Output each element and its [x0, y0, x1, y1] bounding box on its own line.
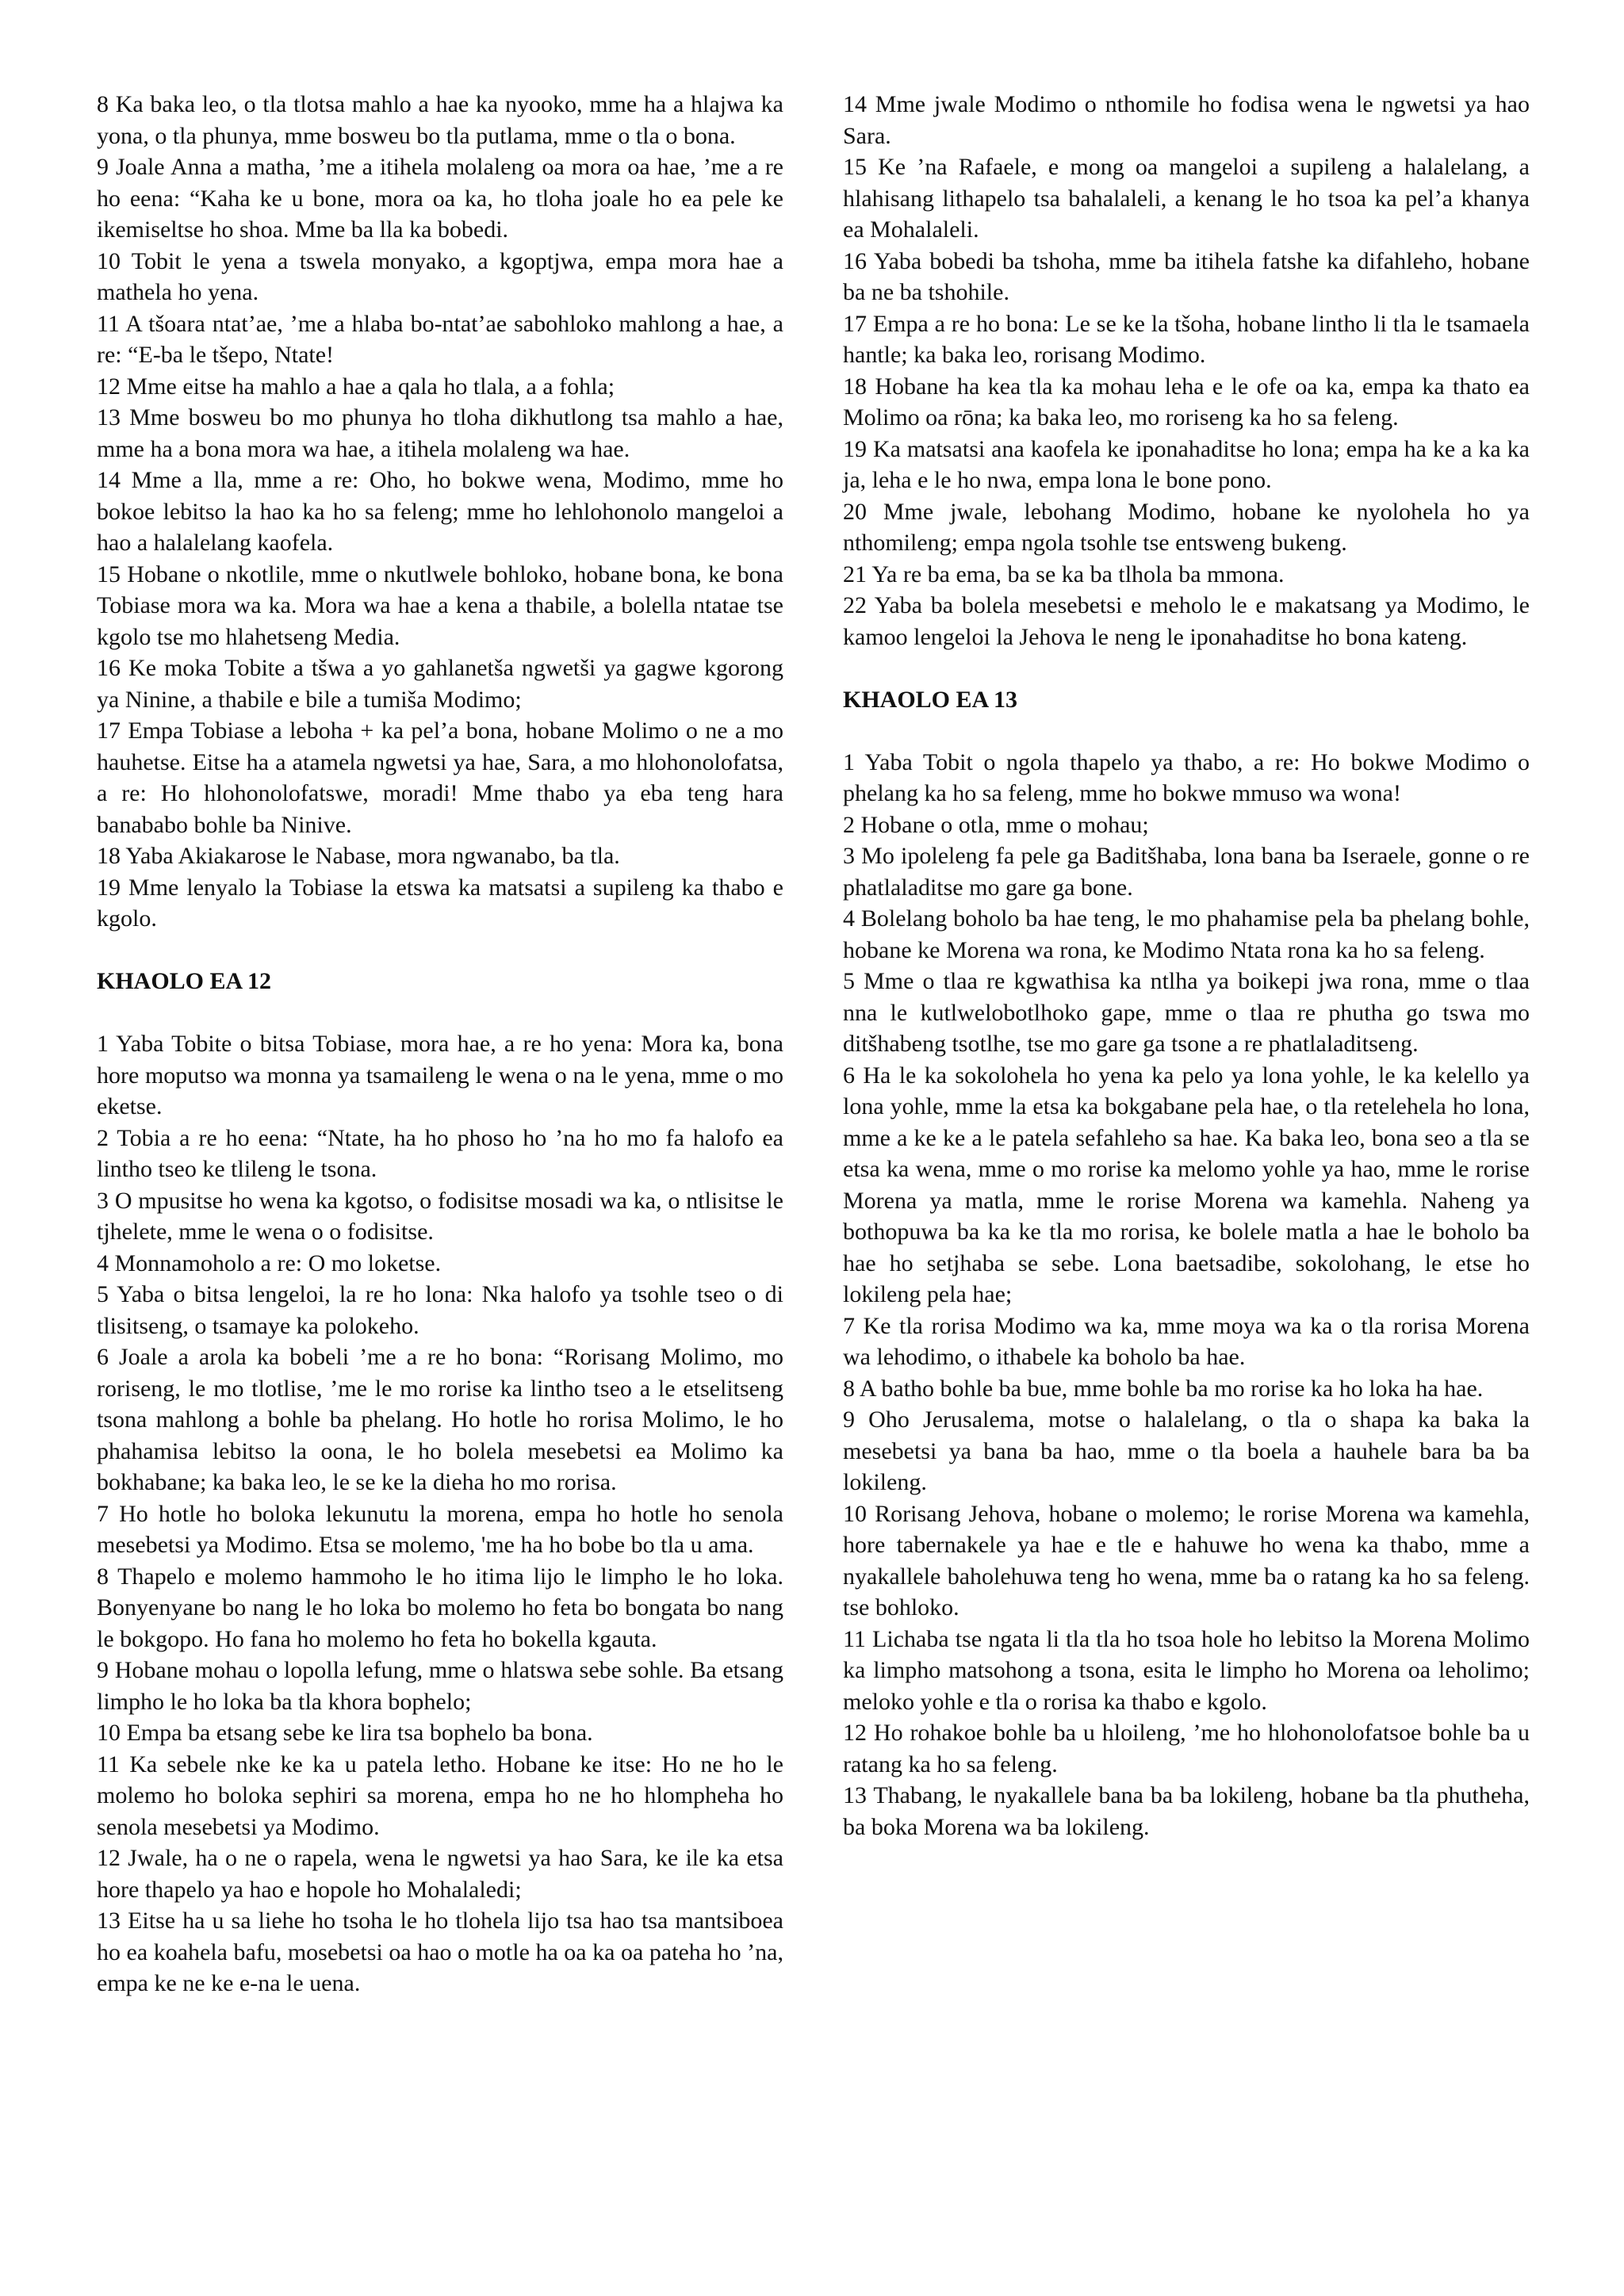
- verse-paragraph: 5 Yaba o bitsa lengeloi, la re ho lona: Nka halofo ya tsohle tseo o di tlisitseng, o tsamaye ka polokeho.: [97, 1281, 783, 1339]
- verse-paragraph: 10 Tobit le yena a tswela monyako, a kgoptjwa, empa mora hae a mathela ho yena.: [97, 247, 783, 305]
- verse-paragraph: 3 O mpusitse ho wena ka kgotso, o fodisitse mosadi wa ka, o ntlisitse le tjhelete, mme le wena o o fodisitse.: [97, 1187, 783, 1245]
- verse-paragraph: 12 Mme eitse ha mahlo a hae a qala ho tlala, a a fohla;: [97, 373, 615, 400]
- chapter-heading: KHAOLO EA 13: [843, 686, 1018, 713]
- verse-paragraph: 21 Ya re ba ema, ba se ka ba tlhola ba mmona.: [843, 561, 1285, 587]
- verse-paragraph: 5 Mme o tlaa re kgwathisa ka ntlha ya boikepi jwa rona, mme o tlaa nna le kutlwelobotlhoko gape, mme o tlaa re phutha go tswa mo ditšhabeng tsotlhe, tse mo gare ga tsone a re phatlaladitseng.: [843, 968, 1530, 1057]
- verse-paragraph: 2 Hobane o otla, mme o mohau;: [843, 811, 1149, 838]
- verse-paragraph: 9 Oho Jerusalema, motse o halalelang, o tla o shapa ka baka la mesebetsi ya bana ba hao, mme o tla boela a hauhele bara ba ba lokileng.: [843, 1406, 1530, 1495]
- verse-paragraph: 13 Thabang, le nyakallele bana ba ba lokileng, hobane ba tla phutheha, ba boka Morena wa ba lokileng.: [843, 1782, 1530, 1840]
- verse-paragraph: 13 Eitse ha u sa liehe ho tsoha le ho tlohela lijo tsa hao tsa mantsiboea ho ea koahela bafu, mosebetsi oa hao o motle ha oa ka oa pateha ho ’na, empa ke ne ke e-na le uena.: [97, 1908, 783, 1996]
- verse-paragraph: 11 Ka sebele nke ke ka u patela letho. Hobane ke itse: Ho ne ho le molemo ho boloka sephiri sa morena, empa ho ne ho hlompheha ho senola mesebetsi ya Modimo.: [97, 1751, 783, 1840]
- verse-paragraph: 16 Ke moka Tobite a tšwa a yo gahlanetša ngwetši ya gagwe kgorong ya Ninine, a thabile e bile a tumiša Modimo;: [97, 655, 783, 713]
- verse-paragraph: 7 Ke tla rorisa Modimo wa ka, mme moya wa ka o tla rorisa Morena wa lehodimo, o ithabele ka boholo ba hae.: [843, 1312, 1530, 1370]
- verse-paragraph: 9 Joale Anna a matha, ’me a itihela molaleng oa mora oa hae, ’me a re ho eena: “Kaha ke u bone, mora oa ka, ho tloha joale ho ea pele ke ikemiseltse ho shoa. Mme ba lla ka bobedi.: [97, 154, 783, 243]
- verse-paragraph: 22 Yaba ba bolela mesebetsi e meholo le e makatsang ya Modimo, le kamoo lengeloi la Jehova le neng le iponahaditse ho bona kateng.: [843, 592, 1530, 650]
- verse-paragraph: 14 Mme a lla, mme a re: Oho, ho bokwe wena, Modimo, mme ho bokoe lebitso la hao ka ho sa feleng; mme ho lehlohonolo mangeloi a hao a halalelang kaofela.: [97, 467, 783, 556]
- verse-paragraph: 17 Empa a re ho bona: Le se ke la tšoha, hobane lintho li tla le tsamaela hantle; ka baka leo, rorisang Modimo.: [843, 310, 1530, 368]
- verse-paragraph: 8 Ka baka leo, o tla tlotsa mahlo a hae ka nyooko, mme ha a hlajwa ka yona, o tla phunya, mme bosweu bo tla putlama, mme o tla o bona.: [97, 91, 783, 149]
- verse-paragraph: 8 Thapelo e molemo hammoho le ho itima lijo le limpho le ho loka. Bonyenyane bo nang le ho loka bo molemo ho feta bo bongata bo nang le bokgopo. Ho fana ho molemo ho feta ho bokella kgauta.: [97, 1563, 783, 1652]
- right-column: [843, 89, 1530, 1843]
- verse-paragraph: 16 Yaba bobedi ba tshoha, mme ba itihela fatshe ka difahleho, hobane ba ne ba tshohile.: [843, 247, 1530, 305]
- verse-paragraph: 6 Ha le ka sokolohela ho yena ka pelo ya lona yohle, le ka kelello ya lona yohle, mme la etsa ka bokgabane pela hae, o tla retelehela ho lona, mme a ke ke a le patela sefahleho sa hae. Ka baka leo, bona seo a tla se etsa ka wena, mme o mo rorise ka melomo yohle ya hao, mme le rorise Morena ya matla, mme le rorise Morena wa kamehla. Naheng ya bothopuwa ba ka ke tla mo rorisa, ke bolele matla a hae le boholo ba hae ho setjhaba se sebe. Lona baetsadibe, sokolohang, le etse ho lokileng pela hae;: [843, 1062, 1530, 1307]
- verse-paragraph: 10 Rorisang Jehova, hobane o molemo; le rorise Morena wa kamehla, hore tabernakele ya hae e tle e hahuwe ho wena ka thabo, mme a nyakallele baholehuwa teng ho wena, mme ba o ratang ka ho sa feleng. tse bohloko.: [843, 1500, 1530, 1621]
- verse-paragraph: 19 Ka matsatsi ana kaofela ke iponahaditse ho lona; empa ha ke a ka ka ja, leha e le ho nwa, empa lona le bone pono.: [843, 435, 1530, 493]
- verse-paragraph: 1 Yaba Tobit o ngola thapelo ya thabo, a re: Ho bokwe Modimo o phelang ka ho sa feleng, mme ho bokwe mmuso wa wona!: [843, 748, 1530, 806]
- verse-paragraph: 19 Mme lenyalo la Tobiase la etswa ka matsatsi a supileng ka thabo e kgolo.: [97, 874, 783, 932]
- verse-paragraph: 9 Hobane mohau o lopolla lefung, mme o hlatswa sebe sohle. Ba etsang limpho le ho loka ba tla khora bophelo;: [97, 1657, 783, 1715]
- verse-paragraph: 7 Ho hotle ho boloka lekunutu la morena, empa ho hotle ho senola mesebetsi ya Modimo. Etsa se molemo, 'me ha ho bobe bo tla u ama.: [97, 1500, 783, 1558]
- verse-paragraph: 18 Hobane ha kea tla ka mohau leha e le ofe oa ka, empa ka thato ea Molimo oa rōna; ka baka leo, mo roriseng ka ho sa feleng.: [843, 373, 1530, 430]
- verse-paragraph: 4 Monnamoholo a re: O mo loketse.: [97, 1249, 442, 1276]
- verse-paragraph: 18 Yaba Akiakarose le Nabase, mora ngwanabo, ba tla.: [97, 843, 620, 869]
- verse-paragraph: 17 Empa Tobiase a leboha + ka pel’a bona, hobane Molimo o ne a mo hauhetse. Eitse ha a atamela ngwetsi ya hae, Sara, a mo hlohonolofatsa, a re: Ho hlohonolofatswe, moradi! Mme thabo ya eba teng hara banababo bohle ba Ninive.: [97, 718, 783, 838]
- verse-paragraph: 6 Joale a arola ka bobeli ’me a re ho bona: “Rorisang Molimo, mo roriseng, le mo tlotlise, ’me le mo rorise ka lintho tseo a le etselitseng tsona mahlong a bohle ba phelang. Ho hotle ho rorisa Molimo, le ho phahamisa lebitso la oona, le ho bolela mesebetsi ea Molimo ka bokhabane; ka baka leo, le se ke la dieha ho mo rorisa.: [97, 1344, 783, 1495]
- verse-paragraph: 4 Bolelang boholo ba hae teng, le mo phahamise pela ba phelang bohle, hobane ke Morena wa rona, ke Modimo Ntata rona ka ho sa feleng.: [843, 905, 1530, 963]
- left-column: [97, 89, 783, 1999]
- verse-paragraph: 12 Ho rohakoe bohle ba u hloileng, ’me ho hlohonolofatsoe bohle ba u ratang ka ho sa feleng.: [843, 1720, 1530, 1777]
- verse-paragraph: 15 Ke ’na Rafaele, e mong oa mangeloi a supileng a halalelang, a hlahisang lithapelo tsa bahalaleli, a kenang le ho tsoa ka pel’a khanya ea Mohalaleli.: [843, 154, 1530, 243]
- verse-paragraph: 20 Mme jwale, lebohang Modimo, hobane ke nyolohela ho ya nthomileng; empa ngola tsohle tse entsweng bukeng.: [843, 498, 1530, 556]
- verse-paragraph: 8 A batho bohle ba bue, mme bohle ba mo rorise ka ho loka ha hae.: [843, 1375, 1484, 1402]
- verse-paragraph: 1 Yaba Tobite o bitsa Tobiase, mora hae, a re ho yena: Mora ka, bona hore moputso wa monna ya tsamaileng le wena o na le yena, mme o mo eketse.: [97, 1031, 783, 1119]
- verse-paragraph: 13 Mme bosweu bo mo phunya ho tloha dikhutlong tsa mahlo a hae, mme ha a bona mora wa hae, a itihela molaleng wa hae.: [97, 404, 783, 462]
- verse-paragraph: 14 Mme jwale Modimo o nthomile ho fodisa wena le ngwetsi ya hao Sara.: [843, 91, 1530, 149]
- verse-paragraph: 3 Mo ipoleleng fa pele ga Baditšhaba, lona bana ba Iseraele, gonne o re phatlaladitse mo gare ga bone.: [843, 843, 1530, 901]
- chapter-heading: KHAOLO EA 12: [97, 968, 272, 994]
- verse-paragraph: 10 Empa ba etsang sebe ke lira tsa bophelo ba bona.: [97, 1720, 593, 1746]
- verse-paragraph: 11 Lichaba tse ngata li tla tla ho tsoa hole ho lebitso la Morena Molimo ka limpho matsohong a tsona, esita le limpho ho Morena oa leholimo; meloko yohle e tla o rorisa ka thabo e kgolo.: [843, 1625, 1530, 1715]
- verse-paragraph: 15 Hobane o nkotlile, mme o nkutlwele bohloko, hobane bona, ke bona Tobiase mora wa ka. Mora wa hae a kena a thabile, a bolella ntatae tse kgolo tse mo hlahetseng Media.: [97, 561, 783, 650]
- verse-paragraph: 12 Jwale, ha o ne o rapela, wena le ngwetsi ya hao Sara, ke ile ka etsa hore thapelo ya hao e hopole ho Mohalaledi;: [97, 1845, 783, 1903]
- verse-paragraph: 11 A tšoara ntat’ae, ’me a hlaba bo-ntat’ae sabohloko mahlong a hae, a re: “E-ba le tšepo, Ntate!: [97, 310, 783, 368]
- verse-paragraph: 2 Tobia a re ho eena: “Ntate, ha ho phoso ho ’na ho mo fa halofo ea lintho tseo ke tlileng le tsona.: [97, 1124, 783, 1182]
